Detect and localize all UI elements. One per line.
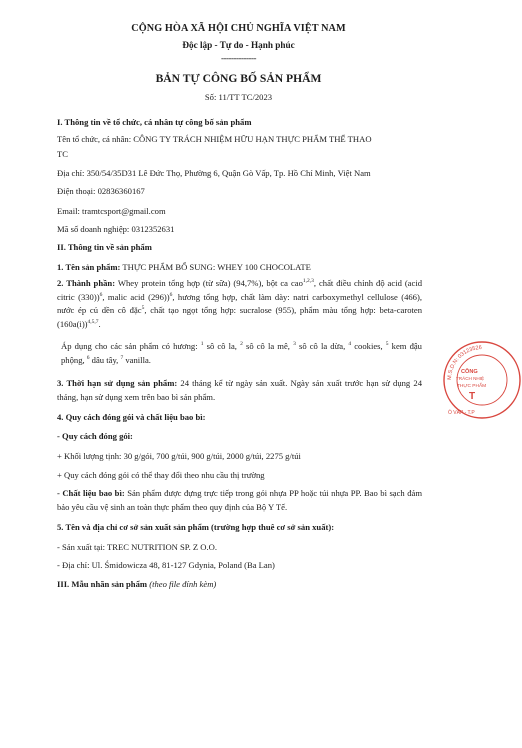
ingredients-text: , hương tổng hợp, chất làm dày: natri carboxymethyl cellulose (466), nước ép củ dền cô đặc (57, 291, 422, 315)
flavors-text: cookies, (351, 341, 386, 351)
manufacturer-name: - Sản xuất tại: TREC NUTRITION SP. Z O.O. (57, 542, 218, 552)
org-name-line2: TC (57, 149, 68, 159)
shelf-life-label: 3. Thời hạn sử dụng sản phẩm: (57, 378, 178, 388)
flavors-text: sô cô la mê, (242, 341, 294, 351)
material-value: Sản phẩm được đựng trực tiếp trong gói nhựa PP hoặc túi nhựa PP. Bao bì sạch đảm bảo yêu cầu vệ sinh an toàn thực phẩm theo quy định của Bộ Y Tế. (57, 488, 422, 512)
material-paragraph (57, 487, 422, 514)
product-name-label: 1. Tên sản phẩm: (57, 262, 121, 272)
section1-heading: I. Thông tin về tổ chức, cá nhân tự công bố sản phẩm (57, 117, 252, 127)
ingredients-paragraph: 2. Thành phần: Whey protein tổng hợp (từ sữa) (94,7%), bột ca cao$^{1,2,3}$, chất điều chỉnh độ acid (acid citric (330))$^6$, malic acid (296))$^6$, hương tổng hợp, chất làm dày: natri carboxymethyl cellulose (466), nước ép củ dền cô đặc$^5$, chất tạo ngọt tổng hợp: sucralose (955), phẩm màu tổng hợp: beta-caroten $(160a(i))^{4,5,7}$. (57, 278, 422, 329)
packaging-heading: 4. Quy cách đóng gói và chất liệu bao bì: (57, 412, 206, 422)
document-number: Số: 11/TT TC/2023 (204, 92, 273, 102)
motto: Độc lập - Tự do - Hạnh phúc (182, 40, 295, 50)
shelf-life-value: 24 tháng kể từ ngày sản xuất. Ngày sản xuất trước hạn sử dụng 24 tháng, hạn sử dụng xem trên bao bì sản phẩm. (57, 378, 422, 402)
material-label: - Chất liệu bao bì: (57, 488, 125, 498)
ingredients-text: , malic acid (296)) (102, 291, 170, 302)
section3-note: (theo file đính kèm) (149, 579, 217, 589)
seal-code: M.S.D.N: 03123526 (446, 344, 482, 381)
flavors-text: sô cô la dừa, (295, 341, 349, 351)
packaging-subheading: - Quy cách đóng gói: (57, 431, 133, 441)
ingredients-label: 2. Thành phần: (57, 278, 116, 288)
footnote-ref: 5 (141, 305, 145, 312)
org-tax-code: Mã số doanh nghiệp: 0312352631 (57, 224, 175, 234)
company-seal (442, 340, 522, 420)
seal-line-1: CÔNG (461, 369, 478, 375)
footnote-ref: 4,5,7 (87, 318, 99, 325)
flavor-ref: 2 (240, 341, 243, 348)
flavors-text: dâu tây, (89, 354, 121, 365)
footnote-ref: 6 (99, 291, 103, 298)
flavors-text: sô cô la, (203, 341, 241, 351)
footnote-ref: 1,2,3 (302, 278, 314, 285)
flavors-text: vanilla. (123, 354, 151, 365)
header-rule: -------------- (221, 53, 256, 63)
shelf-life-paragraph (57, 377, 422, 404)
product-name (57, 262, 422, 273)
product-name-value: THỰC PHẨM BỔ SUNG: WHEY 100 CHOCOLATE (122, 262, 311, 272)
ingredients-text: Whey protein tổng hợp (từ sữa) (94,7%), bột ca cao (115, 278, 303, 288)
seal-bottom: Ò VẤP - T.P (448, 410, 475, 416)
seal-line-4: T (469, 391, 476, 402)
section3-title: III. Mẫu nhãn sản phẩm (57, 579, 148, 589)
org-address: Địa chỉ: 350/54/35D31 Lê Đức Thọ, Phường 6, Quận Gò Vấp, Tp. Hồ Chí Minh, Việt Nam (57, 168, 371, 178)
document-title: BẢN TỰ CÔNG BỐ SẢN PHẨM (155, 72, 322, 85)
footnote-ref: 6 (169, 291, 173, 298)
org-phone: Điện thoại: 02836360167 (57, 186, 145, 196)
seal-line-3: THỰC PHẨM (457, 384, 487, 389)
flavor-ref: 4 (348, 341, 352, 348)
ingredients-text: , chất điều chỉnh độ acid (acid citric (330)) (57, 278, 422, 302)
section2-heading: II. Thông tin về sản phẩm (57, 242, 152, 252)
flavor-ref: 3 (293, 341, 296, 348)
section3-heading (57, 579, 422, 590)
seal-line-2: TRÁCH NHIỆ (456, 376, 485, 381)
ingredients-text: , chất tạo ngọt tổng hợp: sucralose (955), phẩm màu tổng hợp: beta-caroten (160a(i)) (57, 305, 422, 329)
flavors-text: kem đậu phộng, (61, 341, 422, 365)
nation-header: CỘNG HÒA XÃ HỘI CHỦ NGHĨA VIỆT NAM (131, 23, 346, 34)
flavor-ref: 5 (385, 341, 389, 348)
packaging-variable: + Quy cách đóng gói có thể thay đổi theo nhu cầu thị trường (57, 470, 265, 480)
flavors-text: Áp dụng cho các sản phẩm có hương: (61, 341, 201, 351)
flavors-paragraph (61, 340, 422, 367)
flavor-ref: 6 (86, 354, 90, 361)
manufacturer-heading: 5. Tên và địa chỉ cơ sở sản xuất sản phẩm (trường hợp thuê cơ sở sản xuất): (57, 522, 335, 532)
flavor-ref: 1 (200, 341, 204, 348)
net-weights: + Khối lượng tịnh: 30 g/gói, 700 g/túi, 900 g/túi, 2000 g/túi, 2275 g/túi (57, 451, 301, 461)
org-email: Email: tramtcsport@gmail.com (57, 206, 166, 216)
manufacturer-address: - Địa chỉ: Ul. Śmidowicza 48, 81-127 Gdynia, Poland (Ba Lan) (57, 560, 275, 570)
flavor-ref: 7 (120, 354, 124, 361)
org-name-line1: Tên tổ chức, cá nhân: CÔNG TY TRÁCH NHIỆM HỮU HẠN THỰC PHẨM THỂ THAO (57, 134, 372, 144)
